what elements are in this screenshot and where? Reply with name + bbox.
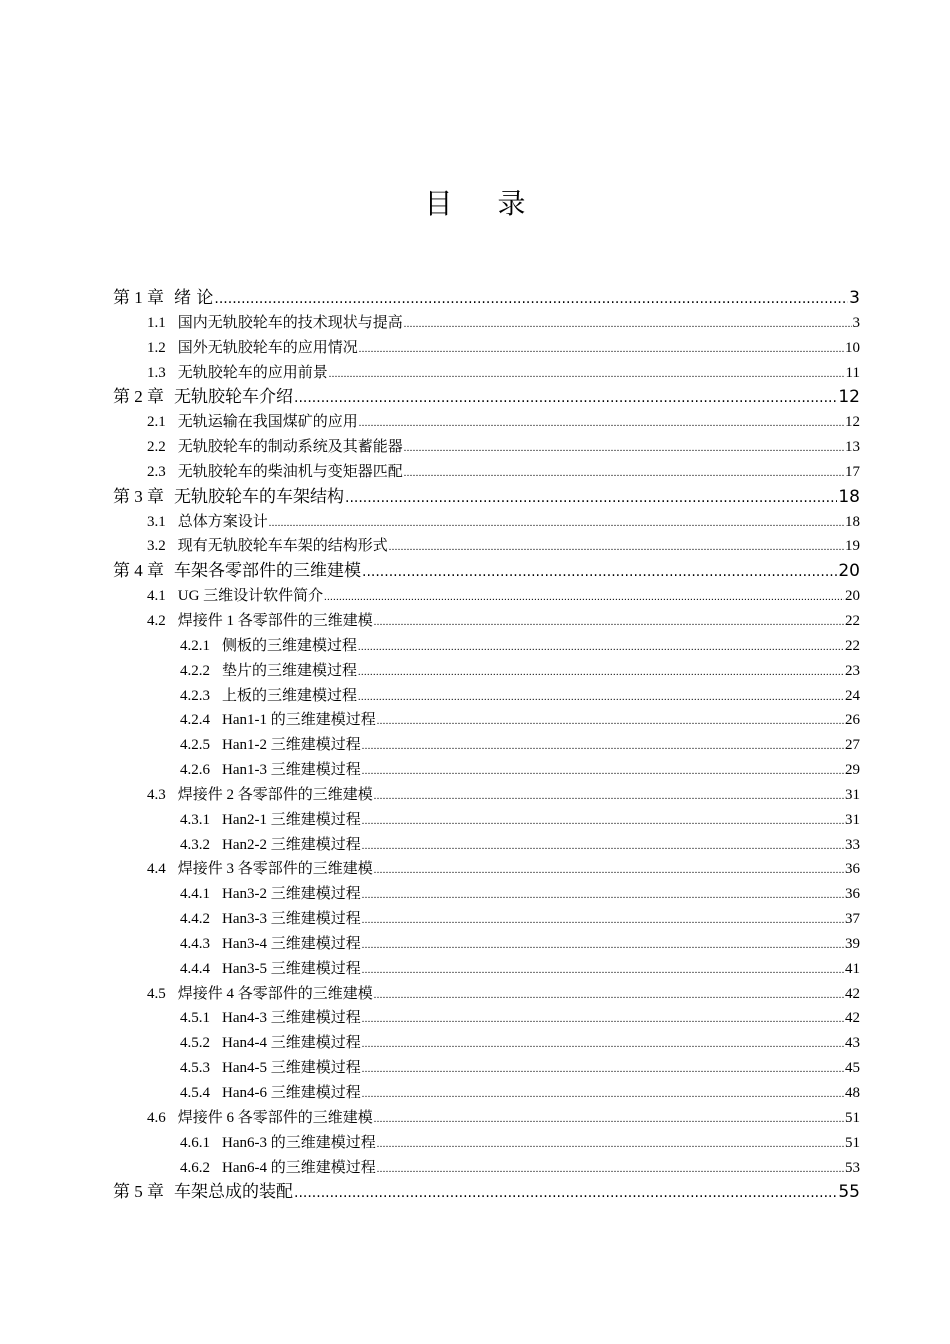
dot-leader — [345, 486, 837, 511]
dot-leader — [404, 462, 844, 487]
toc-entry-number: 4.4.1 — [180, 886, 210, 903]
toc-entry[interactable] — [113, 385, 860, 410]
toc-entry-number: 4.4.3 — [180, 935, 210, 952]
dot-leader — [377, 710, 844, 735]
dot-leader — [362, 1008, 844, 1033]
toc-entry-page-number: 53 — [845, 1159, 860, 1176]
dot-leader — [389, 536, 844, 561]
toc-entry-number: 4.6.1 — [180, 1134, 210, 1151]
toc-entry[interactable] — [113, 659, 860, 684]
toc-entry-page-number: 37 — [845, 911, 860, 928]
toc-entry[interactable] — [113, 336, 860, 361]
toc-entry-title: Han6-4 的三维建模过程 — [222, 1159, 376, 1176]
dot-leader — [358, 636, 844, 661]
toc-entry[interactable] — [113, 1081, 860, 1106]
toc-entry-title: 无轨胶轮车的应用前景 — [177, 364, 328, 381]
toc-entry[interactable] — [113, 634, 860, 659]
toc-entry[interactable] — [113, 559, 860, 584]
toc-entry-title: 车架各零部件的三维建模 — [174, 561, 361, 582]
toc-entry-number: 第 4 章 — [113, 561, 164, 581]
toc-entry-page-number: 31 — [845, 811, 860, 828]
dot-leader — [362, 1083, 844, 1108]
toc-entry-number: 4.5.1 — [180, 1010, 210, 1027]
toc-entry-number: 1.3 — [147, 364, 166, 381]
toc-entry-page-number: 18 — [845, 513, 860, 530]
toc-entry-page-number: 33 — [845, 836, 860, 853]
toc-entry-page-number: 51 — [845, 1134, 860, 1151]
toc-entry-page-number: 10 — [845, 339, 860, 356]
toc-entry-page-number: 18 — [838, 486, 860, 507]
toc-entry-title: Han4-3 三维建模过程 — [222, 1010, 361, 1027]
toc-entry-number: 4.5.4 — [180, 1085, 210, 1101]
dot-leader — [362, 934, 844, 959]
toc-entry-title: Han2-1 三维建模过程 — [222, 811, 361, 828]
toc-entry-title: 焊接件 6 各零部件的三维建模 — [177, 1109, 373, 1126]
toc-entry-page-number: 22 — [845, 637, 860, 654]
toc-entry[interactable] — [113, 708, 860, 733]
toc-entry-number: 4.4.4 — [180, 960, 210, 977]
toc-entry-number: 3.2 — [147, 538, 166, 555]
toc-entry-page-number: 11 — [845, 364, 860, 381]
toc-entry-page-number: 12 — [845, 414, 860, 431]
toc-entry-title: 垫片的三维建模过程 — [222, 662, 358, 679]
dot-leader — [377, 1158, 844, 1183]
toc-entry-title: 现有无轨胶轮车车架的结构形式 — [177, 538, 388, 555]
toc-entry[interactable] — [113, 833, 860, 858]
dot-leader — [362, 1058, 844, 1083]
dot-leader — [404, 313, 852, 338]
toc-entry-title: Han4-4 三维建模过程 — [222, 1035, 361, 1052]
toc-entry-number: 第 5 章 — [113, 1182, 164, 1202]
toc-entry-page-number: 20 — [845, 588, 860, 605]
toc-entry[interactable] — [113, 410, 860, 435]
toc-entry-title: 无轨胶轮车的车架结构 — [174, 486, 344, 507]
toc-entry-number: 4.3.2 — [180, 836, 210, 853]
toc-entry-title: 焊接件 1 各零部件的三维建模 — [177, 612, 373, 629]
toc-entry-title: Han1-2 三维建模过程 — [222, 737, 361, 754]
dot-leader — [362, 560, 837, 585]
toc-entry-page-number: 48 — [845, 1085, 860, 1101]
toc-entry-page-number: 17 — [845, 463, 860, 480]
toc-entry-number: 4.6.2 — [180, 1159, 210, 1176]
dot-leader — [269, 512, 844, 537]
toc-entry-page-number: 41 — [845, 960, 860, 977]
toc-entry-number: 4.6 — [147, 1109, 166, 1126]
toc-entry-page-number: 55 — [838, 1182, 860, 1203]
toc-entry[interactable] — [113, 1156, 860, 1181]
toc-entry-title: Han3-5 三维建模过程 — [222, 960, 361, 977]
toc-entry-number: 第 1 章 — [113, 288, 164, 307]
dot-leader — [294, 1181, 837, 1206]
dot-leader — [374, 1108, 844, 1133]
toc-entry-page-number: 29 — [845, 762, 860, 779]
dot-leader — [358, 661, 844, 686]
dot-leader — [362, 884, 844, 909]
dot-leader — [359, 412, 844, 437]
toc-entry[interactable] — [113, 435, 860, 460]
toc-entry-number: 4.4 — [147, 861, 166, 878]
toc-entry[interactable] — [113, 1180, 860, 1205]
page-title: 目 录 — [424, 187, 544, 220]
toc-entry-title: Han1-1 的三维建模过程 — [222, 712, 376, 729]
toc-entry[interactable] — [113, 907, 860, 932]
toc-entry-number: 4.2.4 — [180, 712, 210, 729]
toc-entry-number: 2.2 — [147, 439, 166, 456]
toc-entry-page-number: 20 — [838, 561, 860, 582]
toc-entry[interactable] — [113, 311, 860, 336]
toc-entry[interactable] — [113, 1056, 860, 1081]
toc-entry[interactable] — [113, 882, 860, 907]
toc-entry-page-number: 13 — [845, 439, 860, 456]
dot-leader — [359, 338, 844, 363]
dot-leader — [362, 760, 844, 785]
dot-leader — [294, 386, 837, 411]
dot-leader — [362, 835, 844, 860]
dot-leader — [362, 810, 844, 835]
toc-entry[interactable] — [113, 808, 860, 833]
toc-entry[interactable] — [113, 684, 860, 709]
toc-entry-number: 4.1 — [147, 588, 166, 605]
toc-entry-page-number: 45 — [845, 1060, 860, 1077]
toc-entry-page-number: 39 — [845, 935, 860, 952]
dot-leader — [374, 859, 844, 884]
toc-entry-page-number: 3 — [849, 288, 860, 308]
toc-entry-page-number: 36 — [845, 861, 860, 878]
toc-entry-page-number: 12 — [838, 387, 860, 408]
toc-entry-title: 国内无轨胶轮车的技术现状与提高 — [177, 314, 403, 331]
toc-entry-title: Han4-5 三维建模过程 — [222, 1060, 361, 1077]
toc-entry-title: Han3-3 三维建模过程 — [222, 911, 361, 928]
toc-entry-title: 上板的三维建模过程 — [222, 687, 358, 704]
toc-entry-page-number: 42 — [845, 985, 860, 1002]
toc-entry-page-number: 24 — [845, 687, 860, 704]
toc-entry-number: 4.2.1 — [180, 637, 210, 654]
toc-entry-page-number: 36 — [845, 886, 860, 903]
toc-entry-title: 焊接件 2 各零部件的三维建模 — [177, 786, 373, 803]
toc-entry-number: 4.2.5 — [180, 737, 210, 754]
toc-entry[interactable] — [113, 758, 860, 783]
toc-entry[interactable] — [113, 957, 860, 982]
toc-entry[interactable] — [113, 1106, 860, 1131]
toc-entry-number: 3.1 — [147, 513, 166, 530]
dot-leader — [374, 785, 844, 810]
toc-entry-title: UG 三维设计软件简介 — [177, 588, 324, 605]
toc-entry-number: 4.5.3 — [180, 1060, 210, 1077]
toc-entry-number: 第 3 章 — [113, 486, 164, 506]
toc-entry-number: 4.5 — [147, 985, 166, 1002]
toc-entry[interactable] — [113, 783, 860, 808]
toc-entry-title: Han3-2 三维建模过程 — [222, 886, 361, 903]
dot-leader — [214, 287, 848, 312]
toc-entry-title: 焊接件 3 各零部件的三维建模 — [177, 861, 373, 878]
toc-entry-page-number: 22 — [845, 612, 860, 629]
dot-leader — [362, 1033, 844, 1058]
toc-entry-page-number: 23 — [845, 662, 860, 679]
toc-entry-title: 无轨运输在我国煤矿的应用 — [177, 414, 358, 431]
toc-entry-number: 4.2.6 — [180, 762, 210, 779]
toc-entry-title: 无轨胶轮车的柴油机与变矩器匹配 — [177, 463, 403, 480]
toc-entry[interactable] — [113, 982, 860, 1007]
toc-entry-title: 焊接件 4 各零部件的三维建模 — [177, 985, 373, 1002]
toc-entry-title: Han1-3 三维建模过程 — [222, 762, 361, 779]
toc-entry[interactable] — [113, 286, 860, 311]
toc-entry[interactable] — [113, 584, 860, 609]
toc-entry-title: 侧板的三维建模过程 — [222, 637, 358, 654]
toc-entry[interactable] — [113, 485, 860, 510]
toc-entry-title: 绪 论 — [174, 288, 214, 308]
dot-leader — [362, 735, 844, 760]
toc-entry-number: 4.3 — [147, 786, 166, 803]
toc-entry-number: 1.1 — [147, 314, 166, 331]
toc-entry-title: 总体方案设计 — [177, 513, 268, 530]
toc-entry-number: 4.5.2 — [180, 1035, 210, 1052]
toc-entry-title: 无轨胶轮车的制动系统及其蓄能器 — [177, 439, 403, 456]
toc-entry-page-number: 51 — [845, 1109, 860, 1126]
table-of-contents — [113, 286, 860, 1205]
toc-entry-page-number: 27 — [845, 737, 860, 754]
dot-leader — [358, 686, 844, 711]
toc-entry[interactable] — [113, 733, 860, 758]
toc-entry-page-number: 3 — [852, 314, 860, 331]
toc-entry[interactable] — [113, 857, 860, 882]
toc-entry-page-number: 31 — [845, 786, 860, 803]
toc-entry-number: 2.3 — [147, 463, 166, 480]
toc-entry[interactable] — [113, 1031, 860, 1056]
toc-entry-page-number: 43 — [845, 1035, 860, 1052]
dot-leader — [374, 984, 844, 1009]
toc-entry-title: Han3-4 三维建模过程 — [222, 935, 361, 952]
toc-entry-number: 4.2.3 — [180, 687, 210, 704]
dot-leader — [374, 611, 844, 636]
dot-leader — [329, 363, 845, 388]
toc-entry-number: 2.1 — [147, 414, 166, 431]
toc-entry-number: 4.2.2 — [180, 662, 210, 679]
dot-leader — [404, 437, 844, 462]
toc-entry-number: 4.2 — [147, 612, 166, 629]
toc-entry-title: 车架总成的装配 — [174, 1182, 293, 1203]
dot-leader — [377, 1133, 844, 1158]
toc-entry-number: 4.4.2 — [180, 911, 210, 928]
toc-entry[interactable] — [113, 1006, 860, 1031]
toc-entry[interactable] — [113, 534, 860, 559]
toc-entry-page-number: 19 — [845, 538, 860, 555]
toc-entry-number: 第 2 章 — [113, 387, 164, 407]
toc-entry-title: Han6-3 的三维建模过程 — [222, 1134, 376, 1151]
toc-entry-title: Han4-6 三维建模过程 — [222, 1085, 361, 1101]
toc-entry-title: 国外无轨胶轮车的应用情况 — [177, 339, 358, 356]
toc-entry-page-number: 26 — [845, 712, 860, 729]
toc-entry[interactable] — [113, 510, 860, 535]
toc-entry-title: Han2-2 三维建模过程 — [222, 836, 361, 853]
toc-entry-number: 4.3.1 — [180, 811, 210, 828]
toc-entry[interactable] — [113, 1131, 860, 1156]
dot-leader — [362, 909, 844, 934]
dot-leader — [324, 586, 844, 611]
toc-entry[interactable] — [113, 609, 860, 634]
toc-entry[interactable] — [113, 361, 860, 386]
toc-entry-number: 1.2 — [147, 339, 166, 356]
toc-entry[interactable] — [113, 460, 860, 485]
toc-entry-page-number: 42 — [845, 1010, 860, 1027]
toc-entry[interactable] — [113, 932, 860, 957]
toc-entry-title: 无轨胶轮车介绍 — [174, 387, 293, 408]
dot-leader — [362, 959, 844, 984]
